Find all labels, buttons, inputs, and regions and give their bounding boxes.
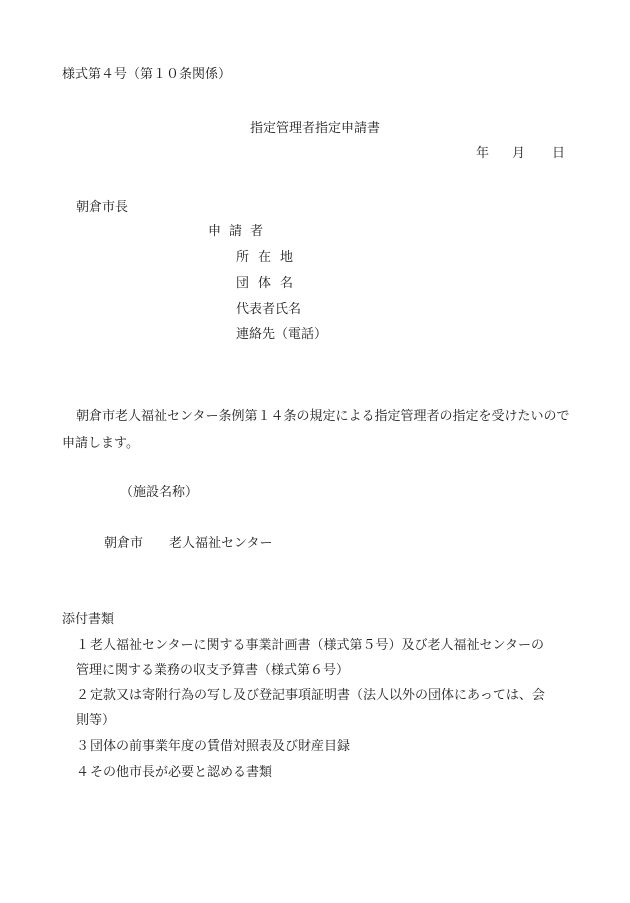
attachment-item-number: ３ [76, 739, 90, 754]
attachment-item [62, 734, 582, 759]
contact-field-label: 連絡先（電話） [236, 327, 328, 342]
organization-field-label: 団体名 [236, 276, 303, 291]
attachment-item [62, 760, 582, 785]
attachment-item-text-continued: 管理に関する業務の収支予算書（様式第６号） [76, 663, 350, 678]
applicant-label: 申請者 [208, 224, 272, 239]
attachment-item-number: １ [76, 638, 90, 653]
attachment-item [62, 683, 582, 733]
attachments-heading: 添付書類 [62, 612, 115, 627]
date-year-label: 年 [476, 146, 490, 161]
attachment-item-text-continued: 則等） [76, 713, 116, 728]
representative-field-label: 代表者氏名 [236, 302, 302, 317]
attachment-item-number: ２ [76, 688, 90, 703]
document-title: 指定管理者指定申請書 [249, 121, 380, 136]
attachment-item-text: 老人福祉センターに関する事業計画書（様式第５号）及び老人福祉センターの [90, 638, 544, 653]
date-line [476, 146, 565, 162]
attachment-item [62, 633, 582, 683]
addressee: 朝倉市長 [76, 200, 129, 215]
facility-label: （施設名称） [120, 485, 199, 500]
facility-city: 朝倉市 [104, 536, 144, 551]
date-day-label: 日 [552, 146, 566, 161]
facility-title: 老人福祉センター [169, 536, 273, 551]
attachment-item-text: その他市長が必要と認める書類 [90, 765, 273, 780]
form-number: 様式第４号（第１０条関係） [62, 67, 232, 82]
attachment-item-text: 団体の前事業年度の賃借対照表及び財産目録 [90, 739, 351, 754]
attachment-item-number: ４ [76, 765, 90, 780]
date-month-label: 月 [512, 146, 526, 161]
application-body-text: 朝倉市老人福祉センター条例第１４条の規定による指定管理者の指定を受けたいので申請します。 [62, 409, 570, 451]
attachment-item-text: 定款又は寄附行為の写し及び登記事項証明書（法人以外の団体にあっては、会 [90, 688, 545, 703]
location-field-label: 所在地 [236, 250, 303, 265]
facility-name [104, 536, 273, 552]
